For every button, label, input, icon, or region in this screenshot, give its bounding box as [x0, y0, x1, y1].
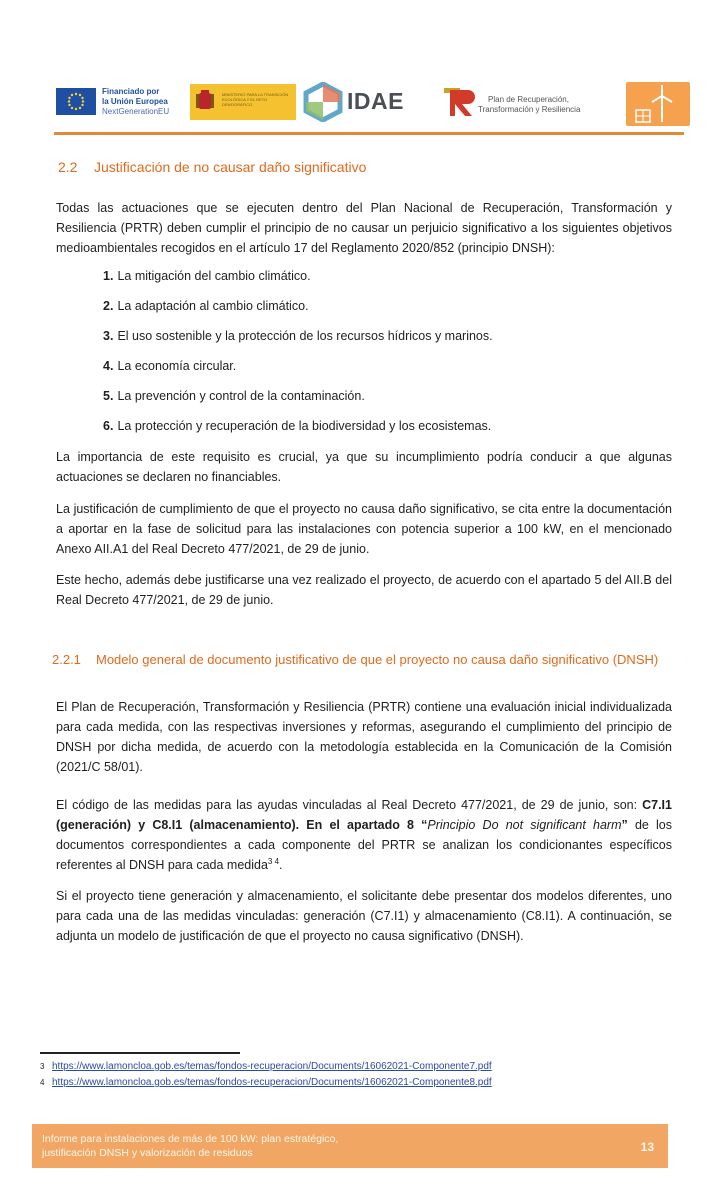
subsection-heading: [52, 650, 674, 669]
tr-line-1: Plan de Recuperación,: [488, 95, 569, 104]
section-title: Justificación de no causar daño significativo: [94, 159, 367, 175]
paragraph-after-project: Este hecho, además debe justificarse una vez realizado el proyecto, de acuerdo con el apartado 5 del AII.B del Real Decreto 477/2021, de 29 de junio.: [56, 573, 672, 607]
list-item: 4. La economía circular.: [103, 359, 237, 373]
footnote-4: 4 https://www.lamoncloa.gob.es/temas/fondos-recuperacion/Documents/16062021-Componente8.pdf: [40, 1077, 492, 1088]
idae-logo: [302, 82, 406, 122]
page-number: 13: [640, 1140, 654, 1154]
subsection-title: Modelo general de documento justificativo de que el proyecto no causa daño significativo (DNSH): [96, 652, 659, 667]
paragraph-prtr: El Plan de Recuperación, Transformación y Resiliencia (PRTR) contiene una evaluación inicial individualizada para cada medida, con las respectivas inversiones y reformas, asegurando el cumplimiento del principio de DNSH por dicha medida, de acuerdo con la metodología establecida en la Comunicación de la Comisión (2021/C 58/01).: [56, 700, 672, 774]
eu-flag-icon: [56, 88, 96, 115]
ministry-logo: [190, 84, 296, 120]
objectives-list: [103, 266, 663, 446]
wind-turbine-icon: [626, 82, 690, 126]
paragraph-two-models: Si el proyecto tiene generación y almacenamiento, el solicitante debe presentar dos modelos diferentes, uno para cada una de las medidas vinculadas: generación (C7.I1) y almacenamiento (C8.I1). A continuación, se adjunta un modelo de justificación de que el proyecto no causa significativo (DNSH).: [56, 889, 672, 943]
eu-line-2: la Unión Europea: [102, 97, 168, 106]
paragraph-justification: La justificación de cumplimiento de que el proyecto no causa daño significativo, se cita entre la documentación a aportar en la fase de solicitud para las instalaciones con potencia superior a 100 kW, en el mencionado Anexo AII.A1 del Real Decreto 477/2021, de 29 de junio.: [56, 502, 672, 556]
footnote-link[interactable]: https://www.lamoncloa.gob.es/temas/fondos-recuperacion/Documents/16062021-Componente7.pdf: [52, 1061, 492, 1072]
idae-wordmark: IDAE: [347, 88, 404, 114]
list-item: 6. La protección y recuperación de la biodiversidad y los ecosistemas.: [103, 419, 492, 433]
section-heading: [58, 159, 366, 175]
footnote-divider: [40, 1052, 240, 1054]
ministry-text: MINISTERIO PARA LA TRANSICIÓN ECOLÓGICA Y EL RETO DEMOGRÁFICO: [222, 92, 289, 107]
header-divider: [54, 132, 684, 135]
section-intro: Todas las actuaciones que se ejecuten dentro del Plan Nacional de Recuperación, Transformación y Resiliencia (PRTR) deben cumplir el principio de no causar un perjuicio significativo a los siguientes objetivos medioambientales recogidos en el artículo 17 del Reglamento 2020/852 (principio DNSH):: [56, 201, 672, 255]
tr-logo-icon: [440, 84, 480, 120]
tr-line-2: Transformación y Resiliencia: [478, 105, 581, 114]
list-item: 2. La adaptación al cambio climático.: [103, 299, 309, 313]
footer-band: [32, 1124, 668, 1168]
wind-turbine-logo: [626, 82, 690, 126]
plan-recuperacion-text: [478, 95, 598, 115]
footnote-3: 3 https://www.lamoncloa.gob.es/temas/fondos-recuperacion/Documents/16062021-Componente7.pdf: [40, 1061, 492, 1072]
footnote-refs: 3 4: [267, 856, 280, 866]
idae-hexagon-icon: [302, 82, 344, 122]
eu-line-3: NextGenerationEU: [102, 107, 170, 116]
paragraph-measures: El código de las medidas para las ayudas vinculadas al Real Decreto 477/2021, de 29 de junio, son: C7.I1 (generación) y C8.I1 (almacenamiento). En el apartado 8 “Principio Do not significant harm” de los documentos correspondientes a cada componente del PRTR se analizan los condicionantes específicos referentes al DNSH para cada medida$^{3 4}$.: [56, 798, 672, 872]
list-item: 3. El uso sostenible y la protección de los recursos hídricos y marinos.: [103, 329, 493, 343]
spain-shield-icon: [196, 90, 214, 114]
list-item: 1. La mitigación del cambio climático.: [103, 269, 311, 283]
eu-line-1: Financiado por: [102, 87, 160, 96]
paragraph-importance: La importancia de este requisito es crucial, ya que su incumplimiento podría conducir a que algunas actuaciones se declaren no financiables.: [56, 450, 672, 484]
list-item: 5. La prevención y control de la contaminación.: [103, 389, 365, 403]
header-logos: [56, 82, 690, 126]
footer-title: Informe para instalaciones de más de 100 kW: plan estratégico, justificación DNSH y valorización de residuos: [42, 1133, 339, 1159]
subsection-number: 2.2.1: [52, 652, 81, 667]
section-number: 2.2: [58, 159, 78, 175]
footnote-link[interactable]: https://www.lamoncloa.gob.es/temas/fondos-recuperacion/Documents/16062021-Componente8.pdf: [52, 1077, 492, 1088]
